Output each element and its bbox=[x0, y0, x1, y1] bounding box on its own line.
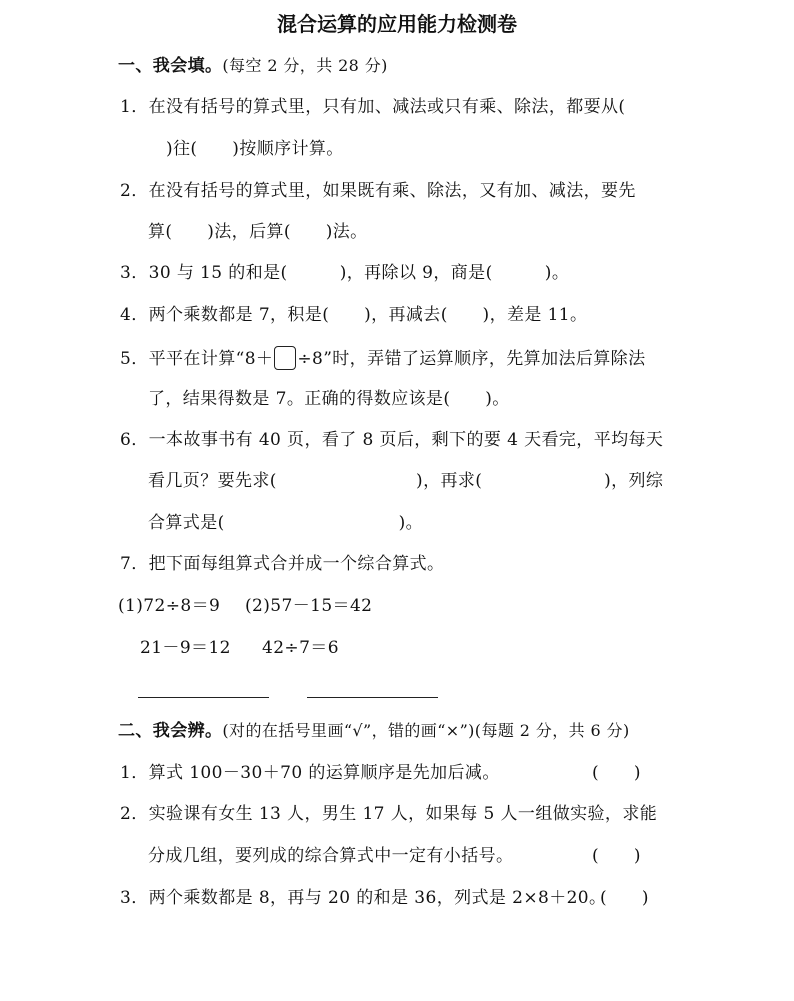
answer-box[interactable] bbox=[274, 346, 296, 370]
question-5-line-2: 了，结果得数是 7。正确的得数应该是( )。 bbox=[148, 389, 510, 409]
section-1-header bbox=[118, 54, 388, 78]
question-6-line-3: 合算式是( )。 bbox=[148, 513, 424, 533]
question-7-group-2-expr-1: (2)57－15＝42 bbox=[245, 596, 373, 616]
answer-line-2[interactable] bbox=[307, 697, 438, 698]
section-2-heading: 二、我会辨。 bbox=[118, 721, 223, 741]
question-6-line-2: 看几页？要先求( )，再求( )，列综 bbox=[148, 471, 664, 491]
judge-1-paren[interactable]: ( ) bbox=[592, 763, 641, 783]
judge-question-3: 3．两个乘数都是 8，再与 20 的和是 36，列式是 2×8＋20。 bbox=[120, 888, 607, 908]
judge-question-1: 1．算式 100－30＋70 的运算顺序是先加后减。 bbox=[120, 763, 500, 783]
question-5-text-a: 5．平平在计算“8＋ bbox=[120, 349, 274, 369]
page-title: 混合运算的应用能力检测卷 bbox=[277, 12, 517, 36]
section-1-note: (每空 2 分，共 28 分) bbox=[222, 56, 388, 75]
section-2-header bbox=[118, 719, 630, 743]
question-4: 4．两个乘数都是 7，积是( )，再减去( )，差是 11。 bbox=[120, 305, 588, 325]
section-2-note: (对的在括号里画“√”，错的画“×”)(每题 2 分，共 6 分) bbox=[222, 721, 630, 740]
question-1-line-2: )往( )按顺序计算。 bbox=[166, 139, 344, 159]
question-5-text-b: ÷8”时，弄错了运算顺序，先算加法后算除法 bbox=[297, 349, 646, 369]
answer-line-1[interactable] bbox=[138, 697, 269, 698]
judge-question-2-line-1: 2．实验课有女生 13 人，男生 17 人，如果每 5 人一组做实验，求能 bbox=[120, 804, 658, 824]
section-1-heading: 一、我会填。 bbox=[118, 56, 223, 76]
question-7-group-2-expr-2: 42÷7＝6 bbox=[262, 638, 339, 658]
question-7-group-1-expr-2: 21－9＝12 bbox=[140, 638, 231, 658]
judge-3-paren[interactable]: ( ) bbox=[600, 888, 649, 908]
judge-question-2-line-2: 分成几组，要列成的综合算式中一定有小括号。 bbox=[148, 846, 514, 866]
question-7-group-1-expr-1: (1)72÷8＝9 bbox=[118, 596, 221, 616]
question-5-line-1 bbox=[120, 346, 645, 371]
judge-2-paren[interactable]: ( ) bbox=[592, 846, 641, 866]
question-3: 3．30 与 15 的和是( )，再除以 9，商是( )。 bbox=[120, 263, 570, 283]
question-2-line-2: 算( )法，后算( )法。 bbox=[148, 222, 368, 242]
question-6-line-1: 6．一本故事书有 40 页，看了 8 页后，剩下的要 4 天看完，平均每天 bbox=[120, 430, 664, 450]
question-1-line-1: 1．在没有括号的算式里，只有加、减法或只有乘、除法，都要从( bbox=[120, 97, 626, 117]
question-7-stem: 7．把下面每组算式合并成一个综合算式。 bbox=[120, 554, 445, 574]
question-2-line-1: 2．在没有括号的算式里，如果既有乘、除法，又有加、减法，要先 bbox=[120, 181, 636, 201]
